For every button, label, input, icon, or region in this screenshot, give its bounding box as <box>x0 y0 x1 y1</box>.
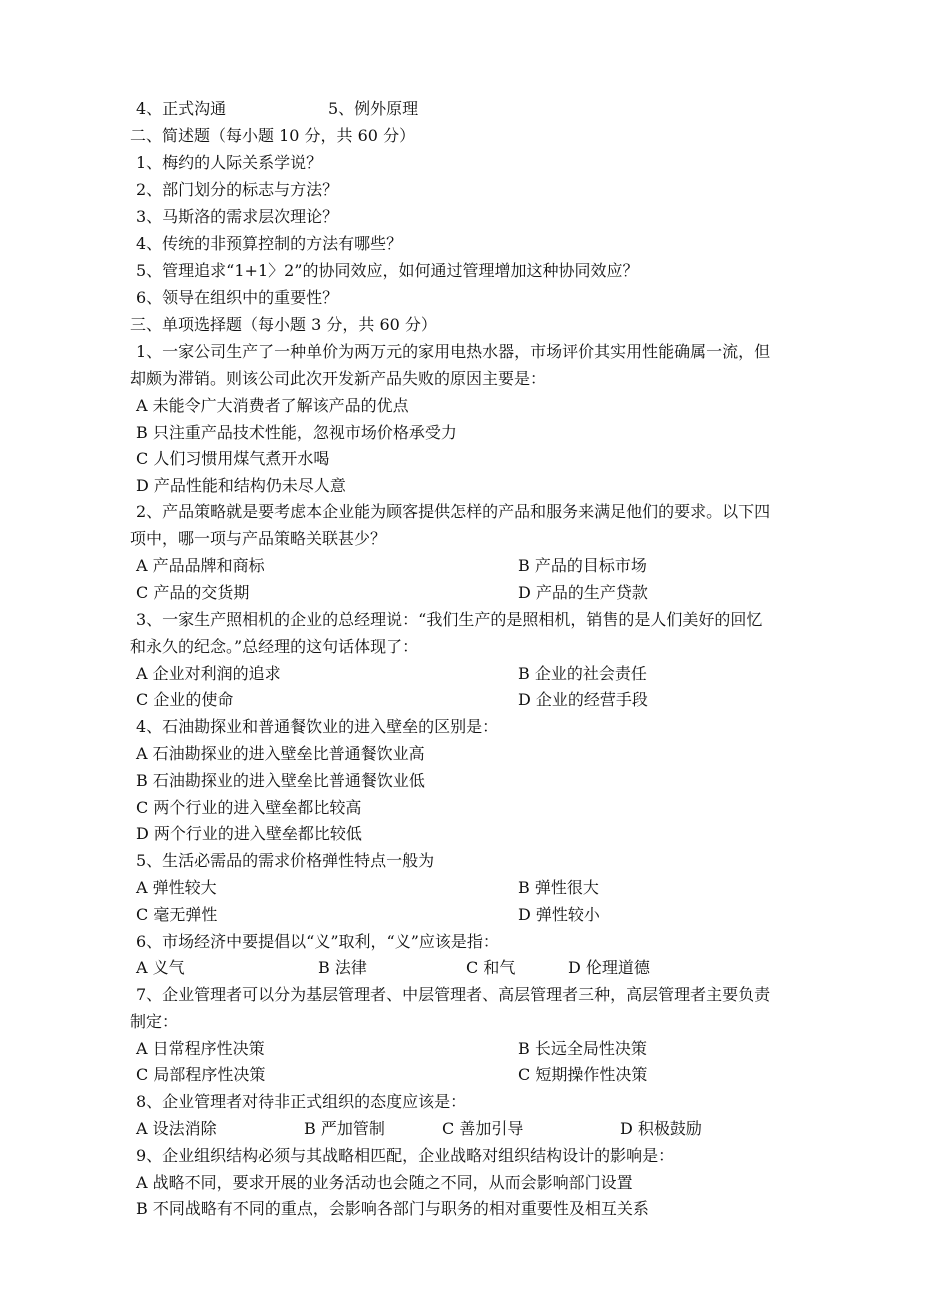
answer-row <box>136 96 896 122</box>
question-text: 1、一家公司生产了一种单价为两万元的家用电热水器，市场评价其实用性能确属一流，但 <box>136 342 771 361</box>
question-text: 却颇为滞销。则该公司此次开发新产品失败的原因主要是： <box>130 369 547 388</box>
question-text: 4、石油勘探业和普通餐饮业的进入壁垒的区别是： <box>136 717 499 736</box>
option: C 人们习惯用煤气煮开水喝 <box>136 449 330 468</box>
option-row <box>136 1062 896 1088</box>
section-heading: 三、单项选择题（每小题 3 分，共 60 分） <box>130 315 437 334</box>
option-row <box>136 1116 896 1142</box>
option: C 企业的使命 <box>136 690 234 709</box>
option: B 产品的目标市场 <box>518 556 647 575</box>
option: B 企业的社会责任 <box>518 664 647 683</box>
question-text: 7、企业管理者可以分为基层管理者、中层管理者、高层管理者三种，高层管理者主要负责 <box>136 985 771 1004</box>
question-text: 5、管理追求“1+1〉2”的协同效应，如何通过管理增加这种协同效应？ <box>136 261 639 280</box>
option: D 企业的经营手段 <box>518 690 648 709</box>
option-row <box>136 661 896 687</box>
option: D 产品的生产贷款 <box>518 583 648 602</box>
option: A 战略不同，要求开展的业务活动也会随之不同，从而会影响部门设置 <box>136 1173 633 1192</box>
option-row <box>136 955 896 981</box>
question-text: 4、传统的非预算控制的方法有哪些？ <box>136 234 403 253</box>
answer-item: 4、正式沟通 <box>136 99 227 118</box>
question-text: 和永久的纪念。”总经理的这句话体现了： <box>130 637 419 656</box>
section-heading: 二、简述题（每小题 10 分，共 60 分） <box>130 126 416 145</box>
option-row <box>136 1036 896 1062</box>
option: D 伦理道德 <box>568 958 650 977</box>
option: C 和气 <box>466 958 516 977</box>
question-text: 制定： <box>130 1012 179 1031</box>
question-text: 3、一家生产照相机的企业的总经理说：“我们生产的是照相机，销售的是人们美好的回忆 <box>136 610 763 629</box>
option-row <box>136 553 896 579</box>
option: B 石油勘探业的进入壁垒比普通餐饮业低 <box>136 771 425 790</box>
option: B 不同战略有不同的重点，会影响各部门与职务的相对重要性及相互关系 <box>136 1199 649 1218</box>
option: D 积极鼓励 <box>620 1119 702 1138</box>
option: A 弹性较大 <box>136 878 217 897</box>
option: B 法律 <box>318 958 367 977</box>
option: D 产品性能和结构仍未尽人意 <box>136 476 346 495</box>
option: B 只注重产品技术性能，忽视市场价格承受力 <box>136 423 457 442</box>
question-text: 2、产品策略就是要考虑本企业能为顾客提供怎样的产品和服务来满足他们的要求。以下四 <box>136 502 771 521</box>
option: B 严加管制 <box>304 1119 385 1138</box>
option: C 毫无弹性 <box>136 905 218 924</box>
option: D 两个行业的进入壁垒都比较低 <box>136 824 362 843</box>
question-text: 2、部门划分的标志与方法？ <box>136 180 339 199</box>
answer-item: 5、例外原理 <box>328 99 419 118</box>
question-text: 6、领导在组织中的重要性？ <box>136 288 339 307</box>
question-text: 3、马斯洛的需求层次理论？ <box>136 207 339 226</box>
option: A 设法消除 <box>136 1119 217 1138</box>
option-row <box>136 902 896 928</box>
question-text: 9、企业组织结构必须与其战略相匹配，企业战略对组织结构设计的影响是： <box>136 1146 675 1165</box>
option: C 两个行业的进入壁垒都比较高 <box>136 798 362 817</box>
question-text: 5、生活必需品的需求价格弹性特点一般为 <box>136 851 435 870</box>
question-text: 8、企业管理者对待非正式组织的态度应该是： <box>136 1092 467 1111</box>
option: A 未能令广大消费者了解该产品的优点 <box>136 396 409 415</box>
option: C 善加引导 <box>442 1119 524 1138</box>
option: A 企业对利润的追求 <box>136 664 281 683</box>
question-text: 1、梅约的人际关系学说？ <box>136 153 323 172</box>
option: A 日常程序性决策 <box>136 1039 265 1058</box>
option-row <box>136 687 896 713</box>
question-text: 项中，哪一项与产品策略关联甚少？ <box>130 529 387 548</box>
option-row <box>136 875 896 901</box>
option: D 弹性较小 <box>518 905 600 924</box>
option: A 义气 <box>136 958 185 977</box>
question-text: 6、市场经济中要提倡以“义”取利，“义”应该是指： <box>136 932 499 951</box>
option: C 局部程序性决策 <box>136 1065 266 1084</box>
option: B 弹性很大 <box>518 878 599 897</box>
option-row <box>136 580 896 606</box>
option: C 短期操作性决策 <box>518 1065 648 1084</box>
option: C 产品的交货期 <box>136 583 250 602</box>
option: A 石油勘探业的进入壁垒比普通餐饮业高 <box>136 744 425 763</box>
option: A 产品品牌和商标 <box>136 556 265 575</box>
option: B 长远全局性决策 <box>518 1039 647 1058</box>
